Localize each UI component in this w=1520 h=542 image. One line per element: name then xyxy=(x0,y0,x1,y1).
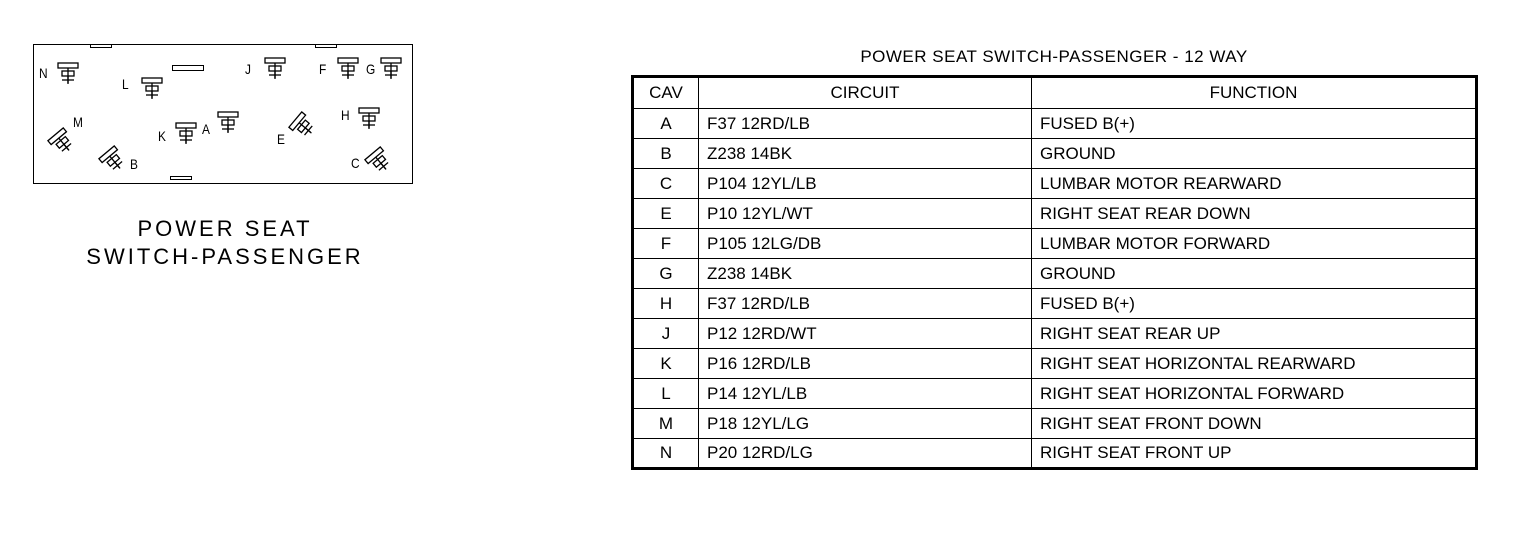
table-row xyxy=(633,319,1477,349)
cell-function: LUMBAR MOTOR REARWARD xyxy=(1032,169,1477,199)
terminal-b xyxy=(95,142,132,179)
table-row xyxy=(633,139,1477,169)
table-row xyxy=(633,379,1477,409)
cell-circuit: P104 12YL/LB xyxy=(699,169,1032,199)
cavity-label-b: B xyxy=(130,156,138,172)
cell-cav: K xyxy=(633,349,699,379)
terminal-k xyxy=(173,120,199,146)
pinout-table xyxy=(631,75,1478,470)
connector-face xyxy=(33,44,413,184)
cell-circuit: F37 12RD/LB xyxy=(699,109,1032,139)
table-row xyxy=(633,169,1477,199)
cell-function: FUSED B(+) xyxy=(1032,289,1477,319)
cell-function: RIGHT SEAT REAR UP xyxy=(1032,319,1477,349)
table-title: POWER SEAT SWITCH-PASSENGER - 12 WAY xyxy=(860,47,1248,66)
cavity-label-l: L xyxy=(122,76,129,92)
terminal-e xyxy=(285,108,322,145)
header-cav: CAV xyxy=(633,77,699,109)
cavity-label-m: M xyxy=(73,114,83,130)
cell-circuit: P10 12YL/WT xyxy=(699,199,1032,229)
connector-caption-line2: SWITCH-PASSENGER xyxy=(86,244,364,269)
table-row xyxy=(633,259,1477,289)
cell-circuit: P105 12LG/DB xyxy=(699,229,1032,259)
cell-cav: L xyxy=(633,379,699,409)
cell-function: LUMBAR MOTOR FORWARD xyxy=(1032,229,1477,259)
cell-cav: G xyxy=(633,259,699,289)
table-header-row xyxy=(633,77,1477,109)
connector-caption-line1: POWER SEAT xyxy=(137,216,313,241)
table-row xyxy=(633,229,1477,259)
cell-function: RIGHT SEAT FRONT DOWN xyxy=(1032,409,1477,439)
cell-cav: C xyxy=(633,169,699,199)
cell-function: GROUND xyxy=(1032,259,1477,289)
cavity-label-k: K xyxy=(158,128,166,144)
cell-cav: F xyxy=(633,229,699,259)
table-row xyxy=(633,289,1477,319)
cell-circuit: F37 12RD/LB xyxy=(699,289,1032,319)
cell-cav: M xyxy=(633,409,699,439)
cell-circuit: P12 12RD/WT xyxy=(699,319,1032,349)
header-function: FUNCTION xyxy=(1032,77,1477,109)
table-row xyxy=(633,199,1477,229)
table-row xyxy=(633,409,1477,439)
cell-cav: A xyxy=(633,109,699,139)
cavity-label-n: N xyxy=(39,65,48,81)
connector-key-center xyxy=(172,65,204,71)
cavity-label-a: A xyxy=(202,121,210,137)
cell-circuit: P14 12YL/LB xyxy=(699,379,1032,409)
cavity-label-h: H xyxy=(341,107,350,123)
table-row xyxy=(633,439,1477,469)
terminal-l xyxy=(139,75,165,101)
table-row xyxy=(633,109,1477,139)
cell-function: RIGHT SEAT FRONT UP xyxy=(1032,439,1477,469)
terminal-j xyxy=(262,55,288,81)
connector-key-top-right xyxy=(315,44,337,48)
cell-circuit: P20 12RD/LG xyxy=(699,439,1032,469)
cell-cav: J xyxy=(633,319,699,349)
connector-caption xyxy=(60,215,390,271)
cell-function: RIGHT SEAT HORIZONTAL REARWARD xyxy=(1032,349,1477,379)
cell-cav: N xyxy=(633,439,699,469)
terminal-h xyxy=(356,105,382,131)
terminal-c xyxy=(361,143,398,180)
cell-function: RIGHT SEAT HORIZONTAL FORWARD xyxy=(1032,379,1477,409)
terminal-a xyxy=(215,109,241,135)
cavity-label-c: C xyxy=(351,155,360,171)
terminal-g xyxy=(378,55,404,81)
cell-circuit: P18 12YL/LG xyxy=(699,409,1032,439)
cell-circuit: Z238 14BK xyxy=(699,139,1032,169)
connector-key-bottom xyxy=(170,176,192,180)
cell-cav: E xyxy=(633,199,699,229)
cell-cav: B xyxy=(633,139,699,169)
connector-key-top-left xyxy=(90,44,112,48)
terminal-n xyxy=(55,60,81,86)
cavity-label-f: F xyxy=(319,61,327,77)
cavity-label-j: J xyxy=(245,61,251,77)
cell-circuit: Z238 14BK xyxy=(699,259,1032,289)
cell-function: GROUND xyxy=(1032,139,1477,169)
header-circuit: CIRCUIT xyxy=(699,77,1032,109)
cavity-label-e: E xyxy=(277,131,285,147)
cell-function: FUSED B(+) xyxy=(1032,109,1477,139)
cell-circuit: P16 12RD/LB xyxy=(699,349,1032,379)
terminal-f xyxy=(335,55,361,81)
cavity-label-g: G xyxy=(366,61,376,77)
table-row xyxy=(633,349,1477,379)
cell-function: RIGHT SEAT REAR DOWN xyxy=(1032,199,1477,229)
cell-cav: H xyxy=(633,289,699,319)
